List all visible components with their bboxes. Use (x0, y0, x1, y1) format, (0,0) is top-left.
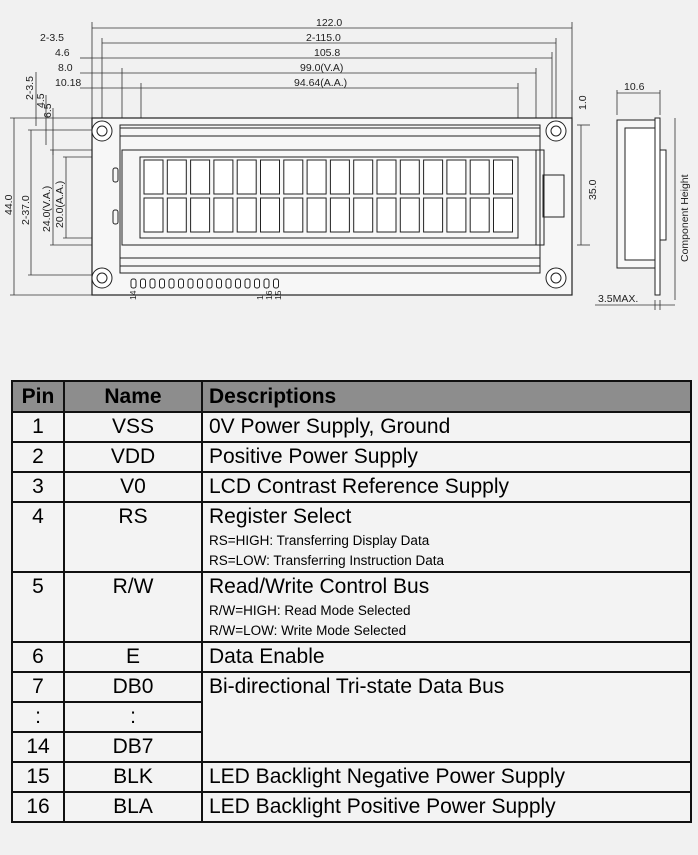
character-cell (424, 160, 443, 194)
pin-cell: 3 (12, 472, 64, 502)
desc-sub-low: RS=LOW: Transferring Instruction Data (209, 553, 444, 568)
dim-viewing-area: 99.0(V.A) (300, 62, 344, 74)
dim-8-0: 8.0 (58, 62, 73, 74)
character-cell (144, 160, 163, 194)
pin-pad (179, 279, 184, 288)
name-cell: V0 (64, 472, 202, 502)
character-cell (237, 198, 256, 232)
dim-10-18: 10.18 (55, 77, 82, 89)
pin-description-table (11, 380, 692, 823)
desc-main: Read/Write Control Bus (209, 575, 430, 598)
pin-pad (198, 279, 203, 288)
table-row (12, 672, 691, 702)
pin-pad (141, 279, 146, 288)
character-cell (214, 160, 233, 194)
dim-105-8: 105.8 (314, 47, 341, 59)
character-cell (377, 160, 396, 194)
pin-label-15: 15 (273, 290, 283, 300)
pin-cell: : (12, 702, 64, 732)
character-cell (354, 160, 373, 194)
character-cell (424, 198, 443, 232)
dim-hole-pitch: 2-115.0 (306, 32, 341, 44)
desc-sub-high: R/W=HIGH: Read Mode Selected (209, 603, 411, 618)
character-cell (191, 160, 210, 194)
character-cell (167, 160, 186, 194)
header-pin: Pin (12, 381, 64, 412)
character-cell (494, 198, 513, 232)
pin-pad (274, 279, 279, 288)
dim-active-area: 94.64(A.A.) (294, 77, 348, 89)
name-cell: DB0 (64, 672, 202, 702)
character-cell (237, 160, 256, 194)
character-cell (447, 198, 466, 232)
lcd-module-drawing (0, 0, 698, 330)
dim-4-5: 4.5 (35, 93, 47, 108)
table-row (12, 502, 691, 572)
character-cell (377, 198, 396, 232)
dim-aa-height: 20.0(A.A.) (54, 180, 66, 228)
character-cell (400, 160, 419, 194)
pin-pad (131, 279, 136, 288)
pin-cell: 6 (12, 642, 64, 672)
desc-cell (202, 502, 691, 572)
name-cell: R/W (64, 572, 202, 642)
dim-overall-width: 122.0 (316, 17, 343, 29)
character-cell (400, 198, 419, 232)
character-cell (284, 198, 303, 232)
desc-cell (202, 572, 691, 642)
table-row (12, 472, 691, 502)
character-cell (191, 198, 210, 232)
name-cell: RS (64, 502, 202, 572)
dim-hole-diameter: 2-3.5 (40, 32, 64, 44)
name-cell: E (64, 642, 202, 672)
dim-2-3-5-vertical: 2-3.5 (24, 76, 36, 100)
desc-sub-low: R/W=LOW: Write Mode Selected (209, 623, 407, 638)
dim-3-5-max: 3.5MAX. (598, 293, 639, 305)
character-cell (330, 160, 349, 194)
character-cell (261, 198, 280, 232)
character-cell (307, 198, 326, 232)
pin-pad (255, 279, 260, 288)
table-row (12, 572, 691, 642)
pin-pad (169, 279, 174, 288)
character-cell (494, 160, 513, 194)
character-cell (167, 198, 186, 232)
pin-pad (236, 279, 241, 288)
dim-35-0: 35.0 (587, 179, 599, 200)
dim-overall-height: 44.0 (3, 194, 15, 215)
character-cell (447, 160, 466, 194)
pin-pad (245, 279, 250, 288)
dim-6-5: 6.5 (42, 103, 54, 118)
dim-1-0: 1.0 (577, 95, 589, 110)
pin-pad (207, 279, 212, 288)
pin-label-1: 1 (255, 295, 265, 300)
desc-main: Register Select (209, 505, 352, 528)
pin-pad (150, 279, 155, 288)
table-row (12, 642, 691, 672)
desc-cell: LCD Contrast Reference Supply (202, 472, 691, 502)
pin-pad (160, 279, 165, 288)
dim-4-6: 4.6 (55, 47, 70, 59)
character-cell (261, 160, 280, 194)
pin-cell: 15 (12, 762, 64, 792)
header-name: Name (64, 381, 202, 412)
pin-label-16: 16 (264, 290, 274, 300)
character-cell (330, 198, 349, 232)
character-cell (354, 198, 373, 232)
dim-component-height: Component Height (679, 174, 691, 262)
character-cell (307, 160, 326, 194)
pin-cell: 1 (12, 412, 64, 442)
dim-hole-pitch-vertical: 2-37.0 (20, 195, 32, 225)
name-cell: VDD (64, 442, 202, 472)
character-cell (470, 198, 489, 232)
character-cell (470, 160, 489, 194)
table-row (12, 792, 691, 822)
desc-cell: Data Enable (202, 642, 691, 672)
pin-cell: 14 (12, 732, 64, 762)
table-row (12, 442, 691, 472)
desc-cell: Positive Power Supply (202, 442, 691, 472)
name-cell: BLK (64, 762, 202, 792)
character-cell (214, 198, 233, 232)
desc-cell: 0V Power Supply, Ground (202, 412, 691, 442)
name-cell: VSS (64, 412, 202, 442)
name-cell: DB7 (64, 732, 202, 762)
desc-cell: LED Backlight Positive Power Supply (202, 792, 691, 822)
pin-pad (226, 279, 231, 288)
name-cell: : (64, 702, 202, 732)
table-row (12, 412, 691, 442)
pin-cell: 2 (12, 442, 64, 472)
pin-label-14: 14 (128, 290, 138, 300)
header-descriptions: Descriptions (202, 381, 691, 412)
desc-sub-high: RS=HIGH: Transferring Display Data (209, 533, 430, 548)
desc-cell: Bi-directional Tri-state Data Bus (202, 672, 691, 762)
pin-pad (264, 279, 269, 288)
name-cell: BLA (64, 792, 202, 822)
pin-cell: 16 (12, 792, 64, 822)
dim-10-6: 10.6 (624, 81, 645, 93)
pin-cell: 5 (12, 572, 64, 642)
pin-cell: 7 (12, 672, 64, 702)
character-cell (284, 160, 303, 194)
table-header-row (12, 381, 691, 412)
dim-va-height: 24.0(V.A.) (41, 185, 53, 232)
pin-cell: 4 (12, 502, 64, 572)
pin-pad (217, 279, 222, 288)
table-row (12, 762, 691, 792)
desc-cell: LED Backlight Negative Power Supply (202, 762, 691, 792)
character-cell (144, 198, 163, 232)
pin-pad (188, 279, 193, 288)
